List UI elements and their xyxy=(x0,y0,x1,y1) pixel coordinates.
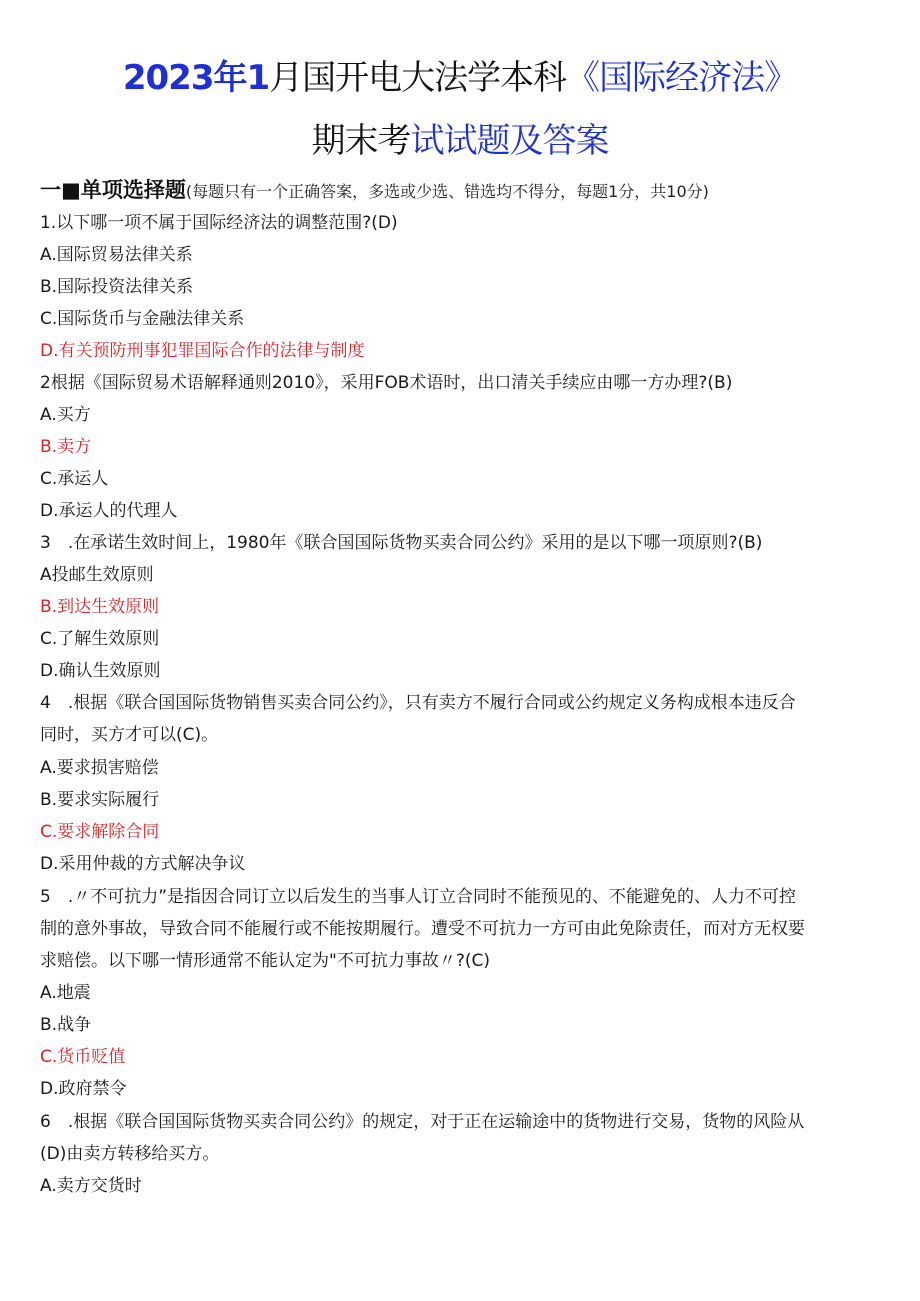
page-title-line-2 xyxy=(0,113,920,162)
question-line: A.买方 xyxy=(40,405,91,425)
section-note: (每题只有一个正确答案，多选或少选、错选均不得分，每题1分，共10分) xyxy=(185,182,709,201)
question-line: A.要求损害赔偿 xyxy=(40,758,159,778)
question-line: 4 .根据《联合国国际货物销售买卖合同公约》，只有卖方不履行合同或公约规定义务构成根本违反合 xyxy=(40,693,796,713)
question-line: 求赔偿。以下哪一情形通常不能认定为"不可抗力事故〃?(C) xyxy=(40,951,490,971)
title-subject: 《国际经济法》 xyxy=(566,58,798,98)
page-title-line-1 xyxy=(0,50,920,99)
question-line: C.国际货币与金融法律关系 xyxy=(40,309,245,329)
question-line: B.国际投资法律关系 xyxy=(40,277,194,297)
correct-answer-line: B.卖方 xyxy=(40,437,92,457)
question-line: 1.以下哪一项不属于国际经济法的调整范围?(D) xyxy=(40,213,398,233)
question-line: (D)由卖方转移给买方。 xyxy=(40,1144,220,1164)
section-heading xyxy=(40,174,709,204)
section-title: 一■单项选择题 xyxy=(40,178,186,202)
title-answers: 试试题及答案 xyxy=(410,121,609,161)
question-line: A投邮生效原则 xyxy=(40,565,154,585)
correct-answer-line: B.到达生效原则 xyxy=(40,597,160,617)
correct-answer-line: C.要求解除合同 xyxy=(40,822,160,842)
question-line: 2根据《国际贸易术语解释通则2010》，采用FOB术语时，出口清关手续应由哪一方办理?(B) xyxy=(40,373,733,393)
correct-answer-line: C.货币贬值 xyxy=(40,1047,126,1067)
question-line: 制的意外事故，导致合同不能履行或不能按期履行。遭受不可抗力一方可由此免除责任，而对方无权要 xyxy=(40,919,805,939)
title-course: 月国开电大法学本科 xyxy=(269,58,567,98)
question-line: A.卖方交货时 xyxy=(40,1176,142,1196)
question-line: D.承运人的代理人 xyxy=(40,501,178,521)
title-exam: 期末考 xyxy=(311,121,411,161)
question-line: B.要求实际履行 xyxy=(40,790,160,810)
question-line: A.地震 xyxy=(40,983,91,1003)
question-line: 同时，买方才可以(C)。 xyxy=(40,725,219,745)
question-line: 6 .根据《联合国国际货物买卖合同公约》的规定，对于正在运输途中的货物进行交易，货物的风险从 xyxy=(40,1112,805,1132)
correct-answer-line: D.有关预防刑事犯罪国际合作的法律与制度 xyxy=(40,341,365,361)
question-line: B.战争 xyxy=(40,1015,92,1035)
title-year-month: 2023年1 xyxy=(122,58,270,98)
question-line: C.了解生效原则 xyxy=(40,629,160,649)
question-line: 3 .在承诺生效时间上，1980年《联合国国际货物买卖合同公约》采用的是以下哪一项原则?(B) xyxy=(40,533,763,553)
question-line: D.政府禁令 xyxy=(40,1079,127,1099)
question-line: D.确认生效原则 xyxy=(40,661,161,681)
question-line: 5 .〃不可抗力”是指因合同订立以后发生的当事人订立合同时不能预见的、不能避免的、人力不可控 xyxy=(40,887,797,907)
question-line: D.采用仲裁的方式解决争议 xyxy=(40,854,246,874)
question-line: A.国际贸易法律关系 xyxy=(40,245,193,265)
question-line: C.承运人 xyxy=(40,469,109,489)
